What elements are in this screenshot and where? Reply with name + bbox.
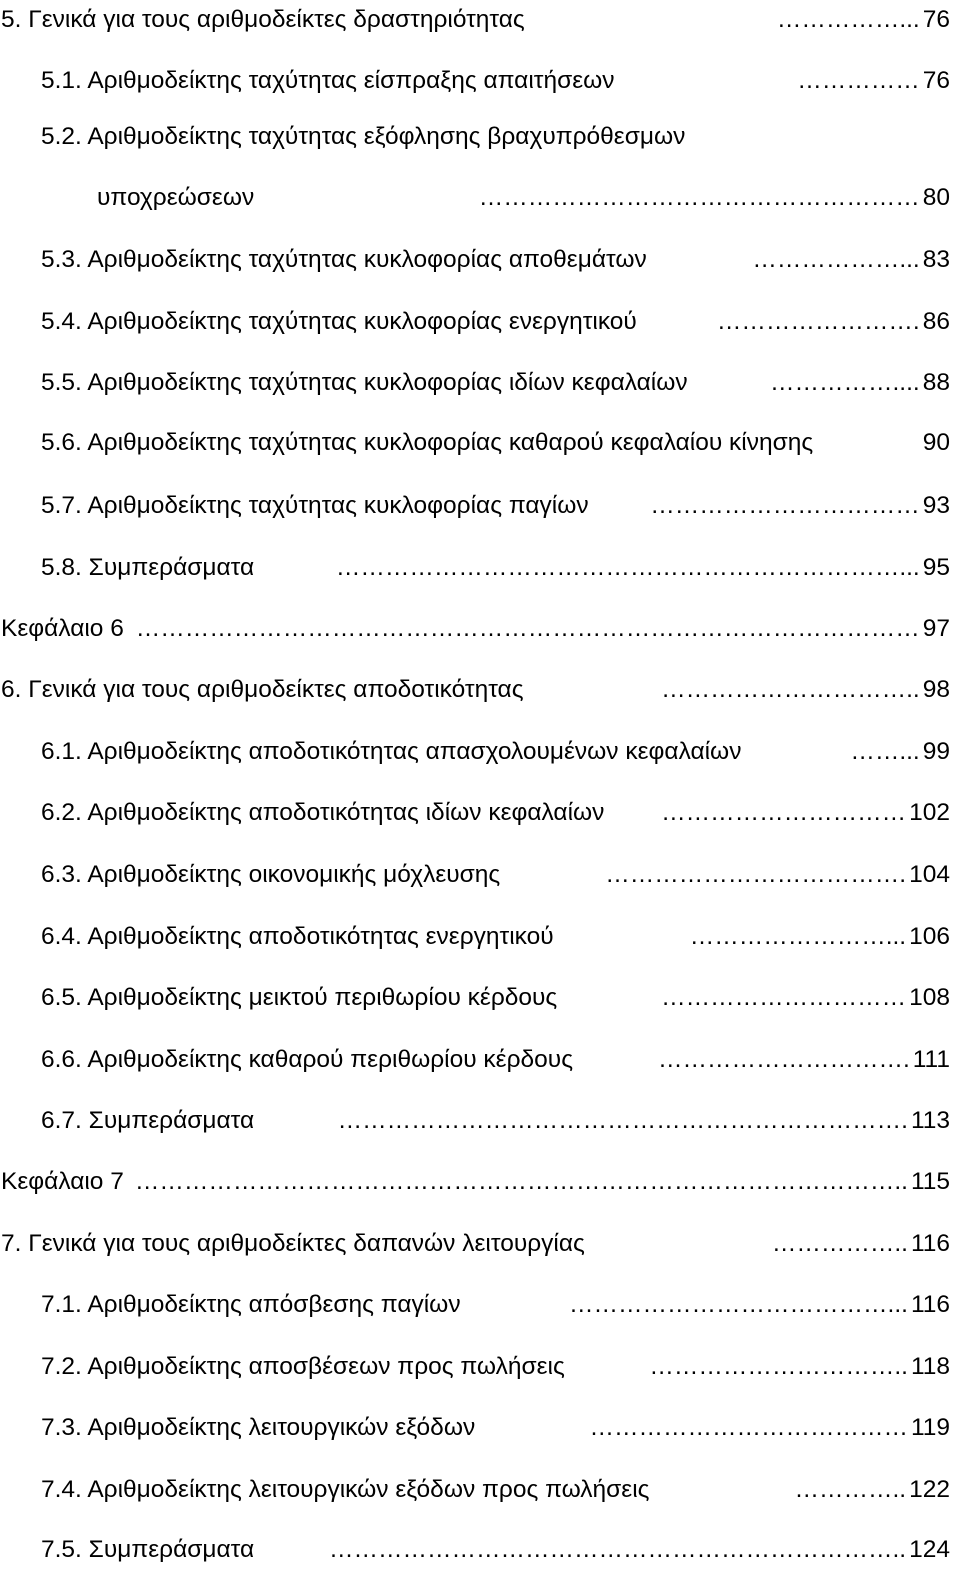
toc-leader-dots: …………………………..	[661, 676, 920, 703]
toc-leader-dots: ………………………….	[657, 1046, 910, 1073]
toc-entry-title: 5.7. Αριθμοδείκτης ταχύτητας κυκλοφορίας παγίων	[41, 486, 591, 526]
toc-page-number: 116	[908, 1224, 950, 1264]
toc-entry[interactable]	[41, 1285, 950, 1325]
toc-entry[interactable]	[41, 486, 950, 526]
toc-entry[interactable]	[41, 117, 950, 157]
toc-page-number: 98	[920, 670, 950, 710]
toc-entry[interactable]	[1, 0, 950, 40]
toc-page-number: 88	[920, 363, 950, 403]
toc-entry[interactable]	[41, 1040, 950, 1080]
toc-leader-dots: …………………….	[716, 308, 920, 335]
toc-leader-dots: ……...	[850, 738, 920, 765]
toc-entry[interactable]	[1, 670, 950, 710]
toc-entry[interactable]	[41, 1470, 950, 1510]
toc-leader-dots: ……………..	[771, 1230, 908, 1257]
toc-leader-dots: …………………………..	[649, 1353, 908, 1380]
toc-entry[interactable]	[41, 917, 950, 957]
toc-entry[interactable]	[41, 548, 950, 588]
toc-entry-title: 6.1. Αριθμοδείκτης αποδοτικότητας απασχολουμένων κεφαλαίων	[41, 732, 743, 772]
toc-leader-dots: ……………………………….	[605, 861, 907, 888]
toc-page-number: 76	[920, 0, 950, 40]
toc-entry[interactable]	[41, 793, 950, 833]
toc-leader-dots: ……………………………	[650, 492, 920, 519]
toc-leader-dots: …………..	[794, 1476, 907, 1503]
toc-page-number: 99	[920, 732, 950, 772]
toc-leader-dots: …………………………	[661, 984, 907, 1011]
toc-entry-title: 7.3. Αριθμοδείκτης λειτουργικών εξόδων	[41, 1408, 477, 1448]
toc-entry-title: 7.5. Συμπεράσματα	[41, 1530, 256, 1570]
toc-leader-dots: ……………………………………………………………...	[335, 554, 920, 581]
toc-entry[interactable]	[41, 978, 950, 1018]
toc-page-number: 119	[908, 1408, 950, 1448]
toc-entry[interactable]	[41, 1347, 950, 1387]
toc-page-number: 111	[910, 1040, 950, 1080]
toc-entry[interactable]	[41, 1530, 950, 1570]
toc-entry-title: 5.3. Αριθμοδείκτης ταχύτητας κυκλοφορίας αποθεμάτων	[41, 240, 649, 280]
toc-entry-title: 6.6. Αριθμοδείκτης καθαρού περιθωρίου κέρδους	[41, 1040, 575, 1080]
toc-page-number: 95	[920, 548, 950, 588]
toc-entry[interactable]	[41, 1408, 950, 1448]
toc-entry[interactable]	[41, 302, 950, 342]
toc-page-number: 106	[906, 917, 950, 957]
toc-page-number: 90	[920, 423, 950, 463]
toc-entry-title: 5.1. Αριθμοδείκτης ταχύτητας είσπραξης απαιτήσεων	[41, 61, 617, 101]
toc-entry-title: 7.1. Αριθμοδείκτης απόσβεσης παγίων	[41, 1285, 463, 1325]
toc-page-number: 122	[906, 1470, 950, 1510]
toc-page-number: 104	[906, 855, 950, 895]
toc-page-number: 76	[920, 61, 950, 101]
toc-entry-title: 6.3. Αριθμοδείκτης οικονομικής μόχλευσης	[41, 855, 502, 895]
toc-leader-dots: ……………....	[770, 369, 920, 396]
toc-leader-dots: ………………...	[752, 246, 920, 273]
toc-entry-title: υποχρεώσεων	[97, 178, 256, 218]
toc-entry-title: 6.4. Αριθμοδείκτης αποδοτικότητας ενεργητικού	[41, 917, 556, 957]
toc-page-number: 80	[920, 178, 950, 218]
toc-leader-dots: …………………………………………………………………………………..	[134, 1168, 908, 1195]
toc-entry-title: 5.2. Αριθμοδείκτης ταχύτητας εξόφλησης βραχυπρόθεσμων	[41, 117, 687, 157]
toc-entry-title: 5.4. Αριθμοδείκτης ταχύτητας κυκλοφορίας ενεργητικού	[41, 302, 639, 342]
toc-leader-dots: ……………………………………………………………..	[328, 1536, 907, 1563]
toc-entry-title: 5. Γενικά για τους αριθμοδείκτες δραστηριότητας	[1, 0, 527, 40]
toc-leader-dots: ……………	[797, 67, 920, 94]
toc-entry-title: Κεφάλαιο 6	[1, 609, 126, 649]
toc-page-number: 97	[920, 609, 950, 649]
toc-entry[interactable]	[1, 1224, 950, 1264]
toc-entry-title: 5.5. Αριθμοδείκτης ταχύτητας κυκλοφορίας ιδίων κεφαλαίων	[41, 363, 690, 403]
toc-leader-dots: …………………………………	[589, 1414, 908, 1441]
toc-page-number: 113	[908, 1101, 950, 1141]
toc-entry-title: 5.8. Συμπεράσματα	[41, 548, 256, 588]
toc-entry[interactable]	[41, 423, 950, 463]
toc-leader-dots: …………………………………………………………….	[337, 1107, 908, 1134]
toc-page-number: 108	[906, 978, 950, 1018]
toc-entry-title: 7.2. Αριθμοδείκτης αποσβέσεων προς πωλήσεις	[41, 1347, 567, 1387]
toc-entry[interactable]	[41, 1101, 950, 1141]
toc-leader-dots: ……………………………………………………………………………………	[135, 615, 920, 642]
toc-entry-title: 7.4. Αριθμοδείκτης λειτουργικών εξόδων προς πωλήσεις	[41, 1470, 651, 1510]
toc-entry[interactable]	[1, 1162, 950, 1202]
toc-entry[interactable]	[41, 855, 950, 895]
toc-entry[interactable]	[41, 363, 950, 403]
toc-page-number: 115	[908, 1162, 950, 1202]
toc-entry-title: 6.2. Αριθμοδείκτης αποδοτικότητας ιδίων κεφαλαίων	[41, 793, 606, 833]
toc-entry-title: 6.7. Συμπεράσματα	[41, 1101, 256, 1141]
toc-page-number: 116	[908, 1285, 950, 1325]
toc-page-number: 83	[920, 240, 950, 280]
toc-leader-dots: ………………………………………………	[478, 184, 920, 211]
toc-entry[interactable]	[41, 240, 950, 280]
toc-entry[interactable]	[1, 609, 950, 649]
toc-entry-title: 6.5. Αριθμοδείκτης μεικτού περιθωρίου κέρδους	[41, 978, 559, 1018]
toc-leader-dots: …………………………	[661, 799, 907, 826]
toc-leader-dots: …………………………………...	[569, 1291, 908, 1318]
toc-page-number: 124	[906, 1530, 950, 1570]
toc-entry-title: 5.6. Αριθμοδείκτης ταχύτητας κυκλοφορίας καθαρού κεφαλαίου κίνησης	[41, 423, 815, 463]
toc-entry[interactable]	[41, 732, 950, 772]
toc-entry[interactable]	[97, 178, 950, 218]
toc-page-number: 118	[908, 1347, 950, 1387]
toc-leader-dots: ……………………...	[689, 923, 907, 950]
toc-page-number: 86	[920, 302, 950, 342]
toc-entry[interactable]	[41, 61, 950, 101]
toc-leader-dots: ……………...	[776, 6, 920, 33]
toc-entry-title: 7. Γενικά για τους αριθμοδείκτες δαπανών λειτουργίας	[1, 1224, 587, 1264]
toc-page-number: 93	[920, 486, 950, 526]
toc-entry-title: Κεφάλαιο 7	[1, 1162, 126, 1202]
toc-entry-title: 6. Γενικά για τους αριθμοδείκτες αποδοτικότητας	[1, 670, 526, 710]
toc-page-number: 102	[906, 793, 950, 833]
